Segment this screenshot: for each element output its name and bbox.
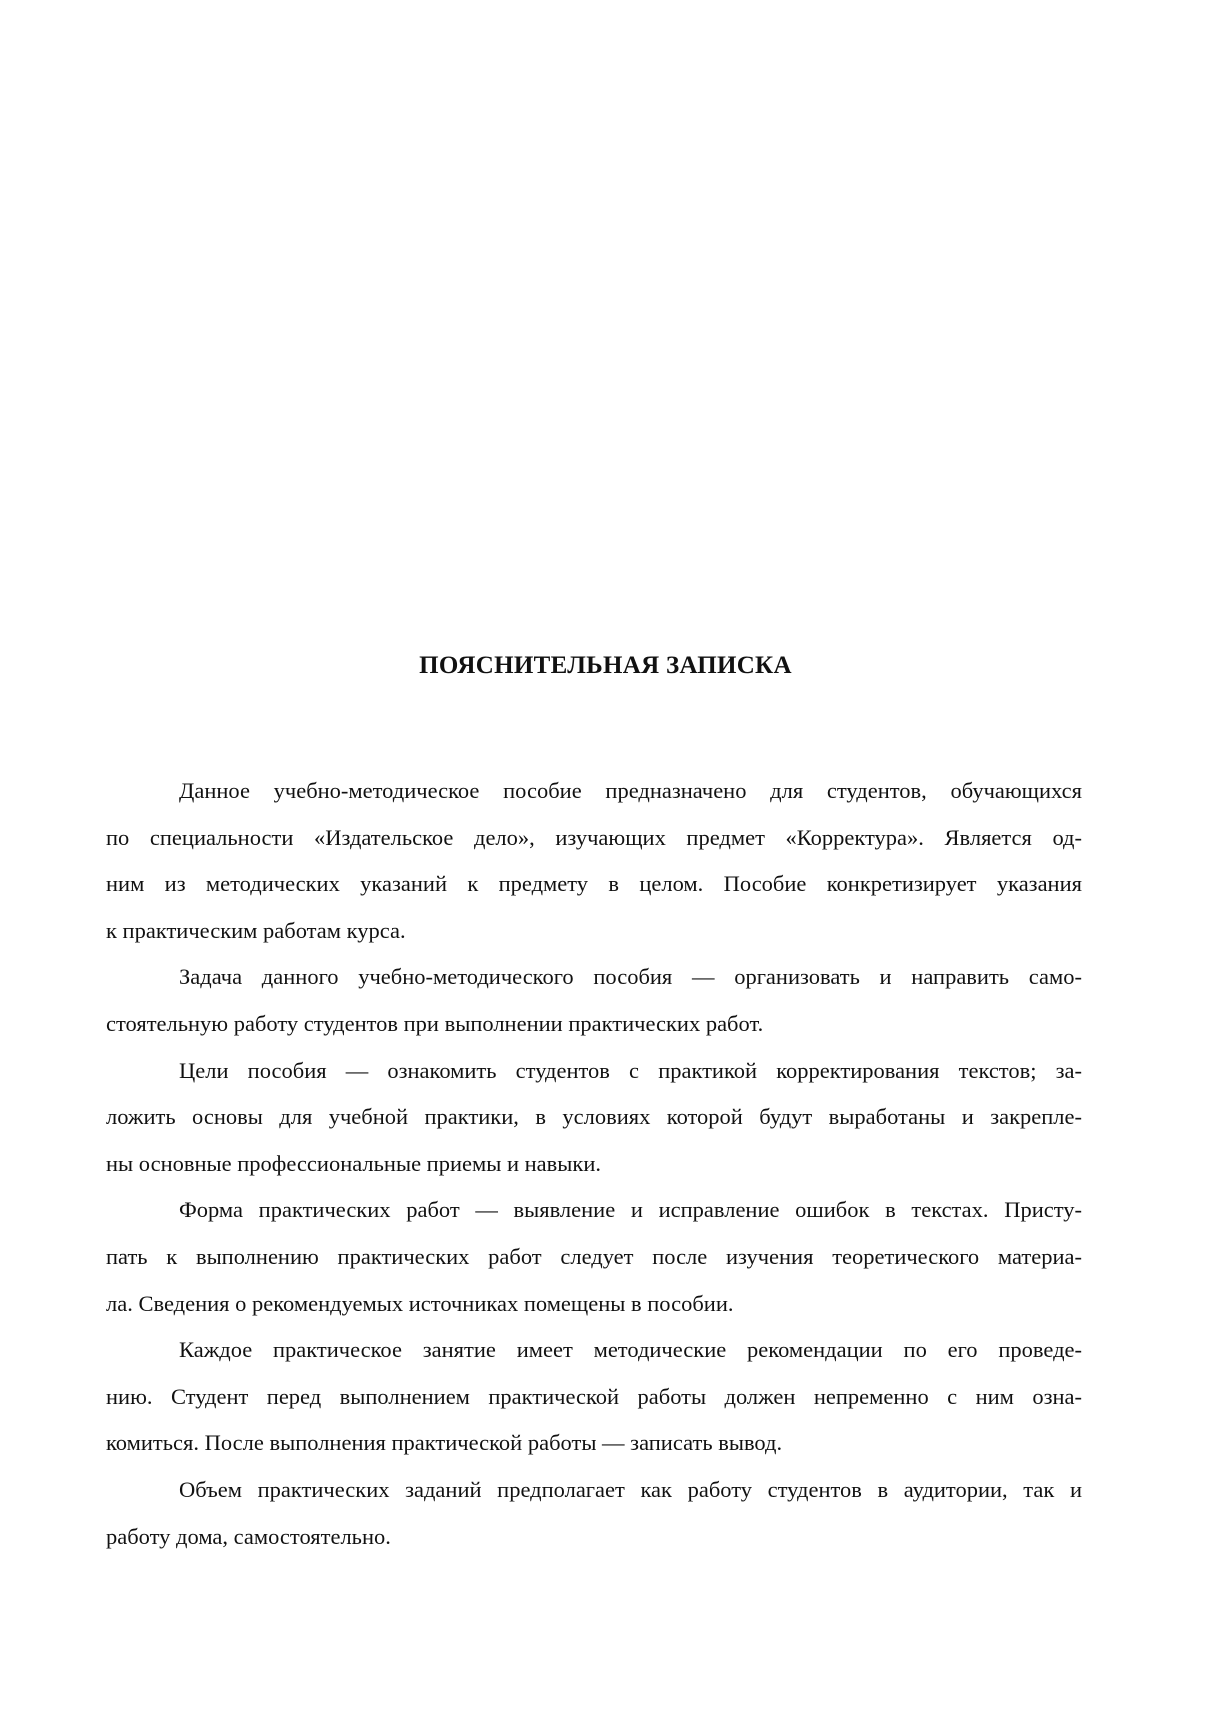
paragraph-4 bbox=[106, 1187, 1082, 1327]
text-line: комиться. После выполнения практической работы — записать вывод. bbox=[106, 1430, 783, 1456]
text-line: ны основные профессиональные приемы и навыки. bbox=[106, 1150, 602, 1176]
text-line: нию. Студент перед выполнением практической работы должен непременно с ним озна- bbox=[106, 1383, 1082, 1409]
text-line: ним из методических указаний к предмету в целом. Пособие конкретизирует указания bbox=[106, 871, 1082, 897]
paragraph-1 bbox=[106, 768, 1082, 954]
text-line: Задача данного учебно-методического пособия — организовать и направить само- bbox=[179, 964, 1082, 990]
text-line: Форма практических работ — выявление и исправление ошибок в текстах. Присту- bbox=[179, 1197, 1082, 1223]
text-line: по специальности «Издательское дело», изучающих предмет «Корректура». Является од- bbox=[106, 824, 1082, 850]
text-line: Объем практических заданий предполагает как работу студентов в аудитории, так и bbox=[179, 1476, 1082, 1502]
document-body bbox=[106, 768, 1082, 1560]
text-line: Данное учебно-методическое пособие предназначено для студентов, обучающихся bbox=[179, 778, 1082, 803]
page-title: ПОЯСНИТЕЛЬНАЯ ЗАПИСКА bbox=[419, 652, 792, 679]
text-line: ложить основы для учебной практики, в условиях которой будут выработаны и закрепле- bbox=[106, 1104, 1082, 1130]
paragraph-2 bbox=[106, 954, 1082, 1047]
paragraph-5 bbox=[106, 1327, 1082, 1467]
text-line: ла. Сведения о рекомендуемых источниках помещены в пособии. bbox=[106, 1290, 734, 1316]
paragraph-6 bbox=[106, 1467, 1082, 1560]
text-line: стоятельную работу студентов при выполнении практических работ. bbox=[106, 1010, 764, 1036]
text-line: Каждое практическое занятие имеет методические рекомендации по его проведе- bbox=[179, 1337, 1082, 1363]
text-line: пать к выполнению практических работ следует после изучения теоретического материа- bbox=[106, 1243, 1082, 1269]
text-line: работу дома, самостоятельно. bbox=[106, 1523, 391, 1549]
text-line: Цели пособия — ознакомить студентов с практикой корректирования текстов; за- bbox=[179, 1057, 1082, 1083]
paragraph-3 bbox=[106, 1048, 1082, 1188]
text-line: к практическим работам курса. bbox=[106, 917, 406, 943]
